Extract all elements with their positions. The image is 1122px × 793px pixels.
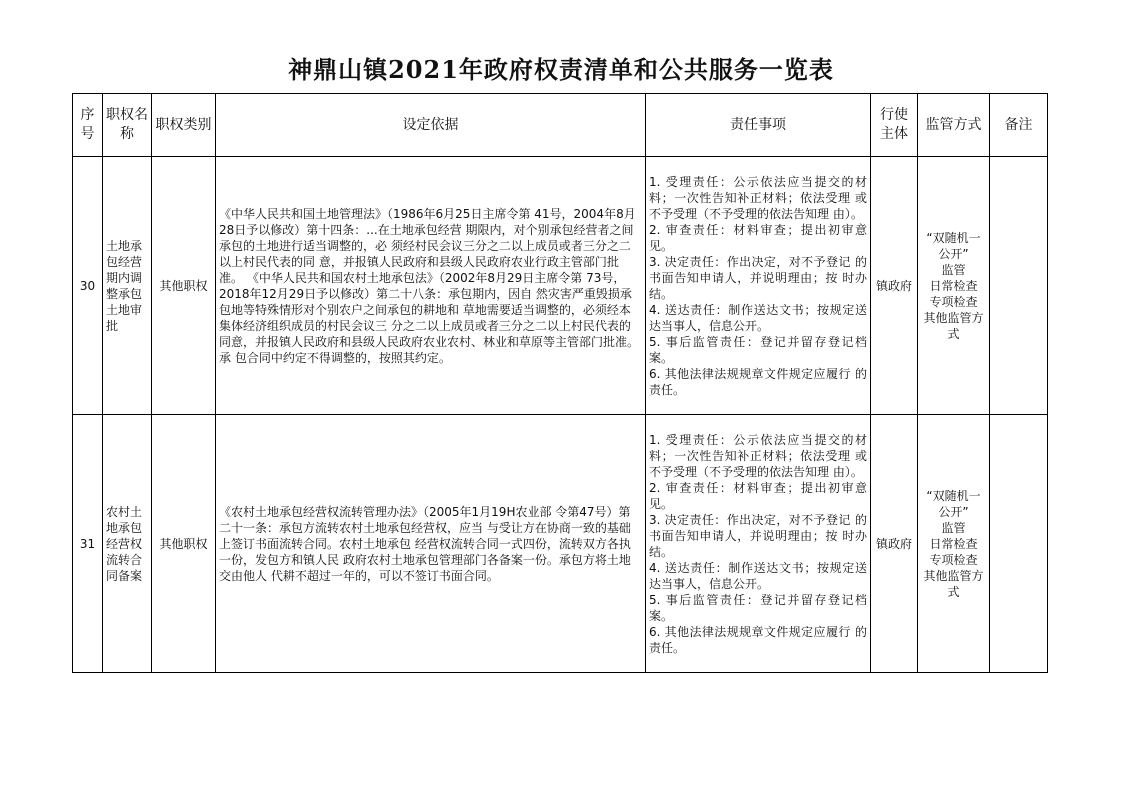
responsibility-item: 3. 决定责任：作出决定，对不予登记 的书面告知申请人，并说明理由；按 时办结。 — [649, 512, 867, 559]
header-subject: 行使主体 — [871, 94, 918, 157]
supervision-line: 专项检查 — [929, 294, 978, 309]
header-category: 职权类别 — [152, 94, 216, 157]
header-name: 职权名称 — [103, 94, 152, 157]
row-basis: 《农村土地承包经营权流转管理办法》（2005年1月19H农业部 令第47号）第二十一条：承包方流转农村土地承包经营权，应当 与受让方在协商一致的基础上签订书面流转合同。农村土地承包 经营权流转合同一式四份，流转双方各执一份，发包方和镇人民 政府农村土地承包管理部门各备案一份。承包方将土地交由他人 代耕不超过一年的，可以不签订书面合同。 — [216, 415, 646, 673]
supervision-line: “双随机一公开” — [926, 230, 981, 261]
responsibility-item: 2. 审查责任：材料审查；提出初审意 见。 — [649, 222, 867, 253]
row-basis: 《中华人民共和国土地管理法》（1986年6月25日主席令第 41号，2004年8月28日予以修改）第十四条：...在土地承包经营 期限内，对个别承包经营者之间承包的土地进行适当调整的，必 须经村民会议三分之二以上成员或者三分之二以上村民代表的同 意，并报镇人民政府和县级人民政府农业行政主管部门批准。 《中华人民共和国农村土地承包法》（2002年8月29日主席令第 73号，2018年12月29日予以修改）第二十八条：承包期内，因自 然灾害严重毁损承包地等特殊情形对个别农户之间承包的耕地和 草地需要适当调整的，必须经本集体经济组织成员的村民会议三 分之二以上成员或者三分之二以上村民代表的同意，并报镇人民政府和县级人民政府农业农村、林业和草原等主管部门批准。承 包合同中约定不得调整的，按照其约定。 — [216, 157, 646, 415]
row-remark — [990, 415, 1048, 673]
row-subject: 镇政府 — [871, 415, 918, 673]
responsibility-table — [72, 93, 1048, 673]
page-title: 神鼎山镇2021年政府权责清单和公共服务一览表 — [288, 55, 834, 84]
responsibility-item: 2. 审查责任：材料审查；提出初审意 见。 — [649, 480, 867, 511]
row-seq: 31 — [73, 415, 103, 673]
row-name: 农村土地承包经营权流转合同备案 — [103, 415, 152, 673]
responsibility-item: 3. 决定责任：作出决定，对不予登记 的书面告知申请人，并说明理由；按 时办结。 — [649, 254, 867, 301]
responsibility-item: 4. 送达责任：制作送达文书；按规定送达当事人，信息公开。 — [649, 560, 867, 591]
row-supervision — [918, 415, 990, 673]
table-row — [73, 415, 1048, 673]
supervision-line: 日常检查 — [929, 536, 978, 551]
supervision-line: 专项检查 — [929, 552, 978, 567]
supervision-line: 其他监管方式 — [923, 310, 984, 341]
header-basis: 设定依据 — [216, 94, 646, 157]
responsibility-item: 4. 送达责任：制作送达文书；按规定送达当事人，信息公开。 — [649, 302, 867, 333]
header-supervision: 监管方式 — [918, 94, 990, 157]
responsibility-item: 6. 其他法律法规规章文件规定应履行 的责任。 — [649, 624, 867, 655]
responsibility-item: 1. 受理责任：公示依法应当提交的材 料；一次性告知补正材料；依法受理 或不予受理（不予受理的依法告知理 由）。 — [649, 432, 867, 479]
row-category: 其他职权 — [152, 415, 216, 673]
responsibility-item: 5. 事后监管责任：登记并留存登记档 案。 — [649, 592, 867, 623]
row-remark — [990, 157, 1048, 415]
responsibility-item: 6. 其他法律法规规章文件规定应履行 的责任。 — [649, 366, 867, 397]
header-seq: 序号 — [73, 94, 103, 157]
supervision-line: 监管 — [941, 262, 966, 277]
responsibility-item: 1. 受理责任：公示依法应当提交的材 料；一次性告知补正材料；依法受理 或不予受理（不予受理的依法告知理 由）。 — [649, 174, 867, 221]
responsibility-item: 5. 事后监管责任：登记并留存登记档 案。 — [649, 334, 867, 365]
header-responsibility: 责任事项 — [646, 94, 871, 157]
row-supervision — [918, 157, 990, 415]
header-remark: 备注 — [990, 94, 1048, 157]
supervision-line: 监管 — [941, 520, 966, 535]
row-category: 其他职权 — [152, 157, 216, 415]
supervision-line: 其他监管方式 — [923, 568, 984, 599]
supervision-line: 日常检查 — [929, 278, 978, 293]
row-seq: 30 — [73, 157, 103, 415]
row-subject: 镇政府 — [871, 157, 918, 415]
table-header-row — [73, 94, 1048, 157]
table-row — [73, 157, 1048, 415]
supervision-line: “双随机一公开” — [926, 488, 981, 519]
row-responsibility — [646, 415, 871, 673]
row-responsibility — [646, 157, 871, 415]
row-name: 土地承包经营期内调整承包土地审批 — [103, 157, 152, 415]
